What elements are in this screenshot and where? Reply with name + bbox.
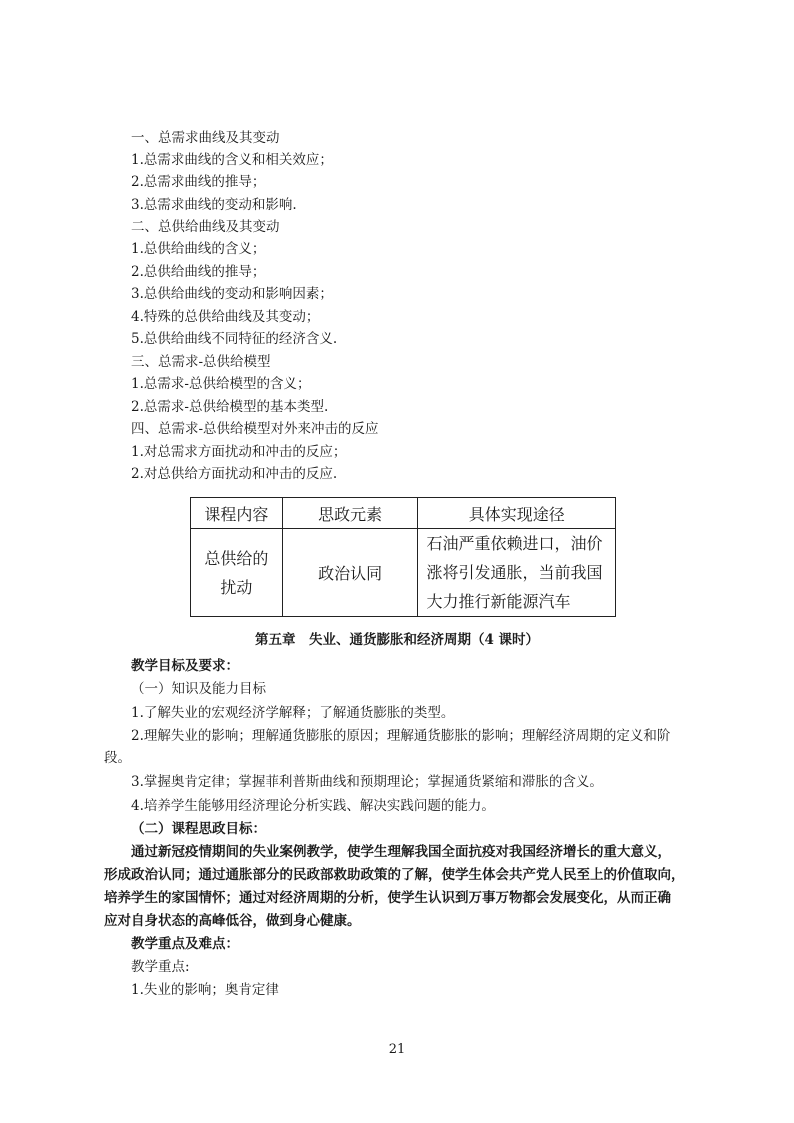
outline-heading-2: 二、总供给曲线及其变动 [131, 219, 280, 235]
ideology-paragraph-line: 应对自身状态的高峰低谷，做到身心健康。 [104, 913, 361, 929]
ideology-paragraph-line: 培养学生的家国情怀；通过对经济周期的分析，使学生认识到万事万物都会发展变化，从而正确 [104, 890, 671, 906]
ideology-paragraph-line: 通过新冠疫情期间的失业案例教学，使学生理解我国全面抗疫对我国经济增长的重大意义， [131, 844, 671, 860]
header-course-content: 课程内容 [191, 498, 283, 529]
ideology-paragraph-line: 形成政治认同；通过通胀部分的民政部救助政策的了解，使学生体会共产党人民至上的价值取向， [104, 867, 685, 883]
outline-heading-3: 三、总需求-总供给模型 [131, 354, 271, 370]
outline-item: 1.总需求-总供给模型的含义； [131, 376, 311, 392]
outline-item: 5.总供给曲线不同特征的经济含义. [131, 331, 338, 347]
cell-text: 扰动 [220, 577, 253, 597]
header-ideology-element: 思政元素 [282, 498, 418, 529]
cell-course-content [191, 529, 283, 617]
outline-item: 2.总需求-总供给模型的基本类型. [131, 399, 329, 415]
table-header-row [191, 498, 616, 529]
outline-item: 2.总供给曲线的推导； [131, 264, 266, 280]
chapter-title: 第五章 失业、通货膨胀和经济周期（4 课时） [254, 632, 540, 648]
ideology-table [190, 497, 616, 617]
knowledge-item-continued: 段。 [104, 750, 131, 766]
outline-item: 4.特殊的总供给曲线及其变动； [131, 309, 320, 325]
cell-text: 石油严重依赖进口，油价 [426, 534, 603, 553]
key-points-heading: 教学重点及难点： [131, 936, 239, 952]
ideology-heading: （二）课程思政目标： [131, 821, 266, 837]
knowledge-heading: （一）知识及能力目标 [131, 681, 266, 697]
knowledge-item: 2.理解失业的影响；理解通货膨胀的原因；理解通货膨胀的影响；理解经济周期的定义和阶 [131, 728, 671, 744]
outline-item: 2.总需求曲线的推导； [131, 174, 266, 190]
outline-heading-4: 四、总需求-总供给模型对外来冲击的反应 [131, 421, 379, 437]
cell-ideology-element: 政治认同 [282, 529, 418, 617]
knowledge-item: 1.了解失业的宏观经济学解释；了解通货膨胀的类型。 [131, 705, 455, 721]
outline-item: 2.对总供给方面扰动和冲击的反应. [131, 466, 338, 482]
outline-item: 1.总需求曲线的含义和相关效应； [131, 152, 333, 168]
cell-text: 涨将引发通胀，当前我国 [426, 563, 603, 582]
outline-item: 3.总供给曲线的变动和影响因素； [131, 286, 333, 302]
outline-item: 1.对总需求方面扰动和冲击的反应； [131, 444, 347, 460]
cell-text: 大力推行新能源汽车 [426, 592, 571, 611]
goals-heading: 教学目标及要求： [131, 658, 239, 674]
cell-text: 总供给的 [204, 548, 269, 568]
outline-item: 1.总供给曲线的含义； [131, 241, 266, 257]
outline-heading-1: 一、总需求曲线及其变动 [131, 130, 280, 146]
knowledge-item: 4.培养学生能够用经济理论分析实践、解决实践问题的能力。 [131, 798, 495, 814]
outline-item: 3.总需求曲线的变动和影响. [131, 197, 297, 213]
key-point-item: 1.失业的影响；奥肯定律 [131, 982, 279, 998]
table-row [191, 529, 616, 617]
knowledge-item: 3.掌握奥肯定律；掌握菲利普斯曲线和预期理论；掌握通货紧缩和滞胀的含义。 [131, 774, 603, 790]
cell-implementation-path [418, 529, 616, 617]
key-points-subheading: 教学重点: [131, 959, 190, 975]
header-implementation-path: 具体实现途径 [418, 498, 616, 529]
page-number: 21 [388, 1042, 406, 1057]
